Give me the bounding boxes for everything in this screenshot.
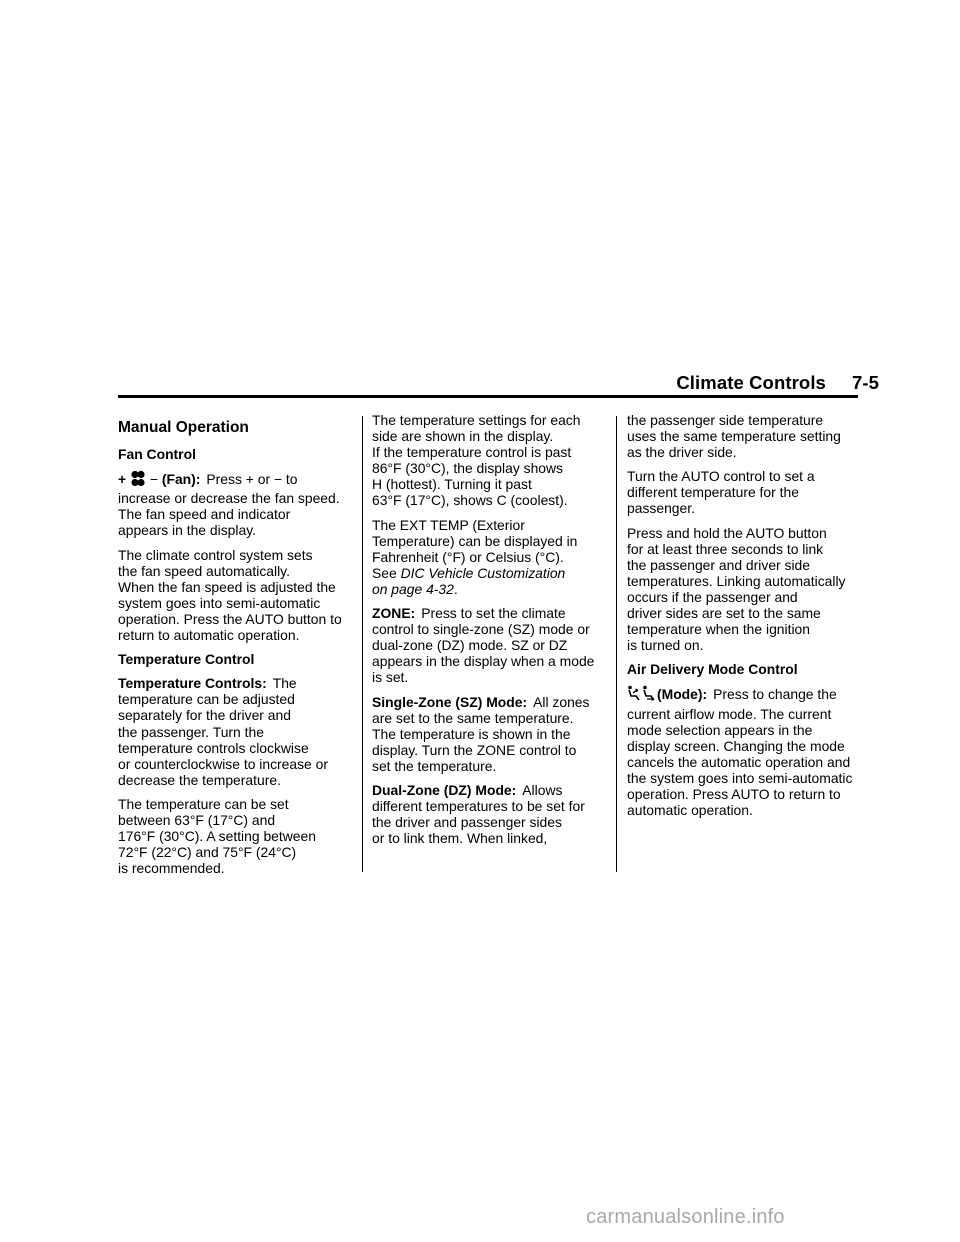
column-1 (118, 412, 358, 884)
zone-text: Press to set the climate control to single-zone (SZ) mode or dual-zone (DZ) mode. SZ or DZ appears in the display when a mode is set. (372, 605, 595, 686)
header-rule (118, 395, 858, 398)
column-2 (372, 412, 612, 854)
paragraph: The temperature can be set between 63°F (17°C) and 176°F (30°C). A setting between 72°F (22°C) and 75°F (24°C) is recommended. (118, 795, 316, 877)
air-delivery-heading: Air Delivery Mode Control (627, 661, 798, 678)
fan-control-heading: Fan Control (118, 446, 196, 463)
sz-text: All zones are set to the same temperature. The temperature is shown in the display. Turn the ZONE control to set the temperature. (372, 693, 590, 774)
tc-label: Temperature Controls: (118, 675, 267, 692)
cross-reference-page[interactable]: on page 4-32 (372, 580, 454, 597)
cross-reference-link[interactable]: DIC Vehicle Customization (400, 564, 566, 581)
column-3 (627, 412, 867, 826)
paragraph: the passenger side temperature uses the same temperature setting as the driver side. (627, 412, 841, 461)
fan-label: (Fan): (161, 471, 201, 488)
ext-temp-text: The EXT TEMP (Exterior Temperature) can be displayed in Fahrenheit (°F) or Celsius (°C). (372, 516, 578, 565)
page-header (676, 372, 879, 394)
zone-paragraph (372, 605, 612, 685)
section-title: Climate Controls (676, 372, 826, 393)
dz-text: Allows different temperatures to be set for the driver and passenger sides or to link them. When linked, (372, 781, 585, 847)
fan-paragraph (118, 470, 358, 538)
dz-label: Dual-Zone (DZ) Mode: (372, 781, 517, 798)
section-heading: Manual Operation (118, 419, 249, 436)
mode-text-inline: Press to change the (713, 686, 837, 703)
single-zone-paragraph (372, 694, 612, 774)
paragraph: The temperature settings for each side are shown in the display. If the temperature control is past 86°F (30°C), the display shows H (hottest). Turning it past 63°F (17°C), shows C (coolest). (372, 412, 581, 509)
page-number: 7-5 (851, 372, 879, 393)
period: . (453, 580, 458, 597)
mode-paragraph (627, 685, 867, 818)
zone-label: ZONE: (372, 605, 416, 622)
column-divider (616, 416, 617, 872)
see-text: See (372, 564, 397, 581)
fan-text-inline: Press + or − to (206, 471, 298, 488)
paragraph: Turn the AUTO control to set a different temperature for the passenger. (627, 468, 815, 517)
fan-text-rest: increase or decrease the fan speed. The fan speed and indicator appears in the display. (118, 490, 340, 539)
mode-label: (Mode): (657, 686, 708, 703)
ext-temp-paragraph (372, 517, 612, 597)
column-divider (362, 416, 363, 872)
fan-icon (130, 470, 146, 490)
tc-text: The temperature can be adjusted separately for the driver and the passenger. Turn the temperature controls clockwise or counterclockwise to increase or decrease the temperature. (118, 675, 328, 788)
paragraph: Press and hold the AUTO button for at least three seconds to link the passenger and driver side temperatures. Linking automatically occurs if the passenger and driver sides are set to the same temperature when the ignition is turned on. (627, 524, 846, 654)
fan-minus: − (149, 471, 158, 488)
fan-plus: + (118, 471, 127, 488)
temperature-controls-paragraph (118, 675, 358, 788)
mode-text-rest: current airflow mode. The current mode selection appears in the display screen. Changing the mode cancels the automatic operation and the system goes into semi-automatic operation. Press AUTO to return to automatic operation. (627, 705, 853, 819)
sz-label: Single-Zone (SZ) Mode: (372, 693, 528, 710)
airflow-mode-icon (627, 685, 657, 705)
dual-zone-paragraph (372, 782, 612, 846)
watermark: carmanualsonline.info (586, 1206, 785, 1228)
temperature-control-heading: Temperature Control (118, 651, 255, 668)
paragraph: The climate control system sets the fan speed automatically. When the fan speed is adjusted the system goes into semi-automatic operation. Press the AUTO button to return to automatic operation. (118, 546, 342, 644)
